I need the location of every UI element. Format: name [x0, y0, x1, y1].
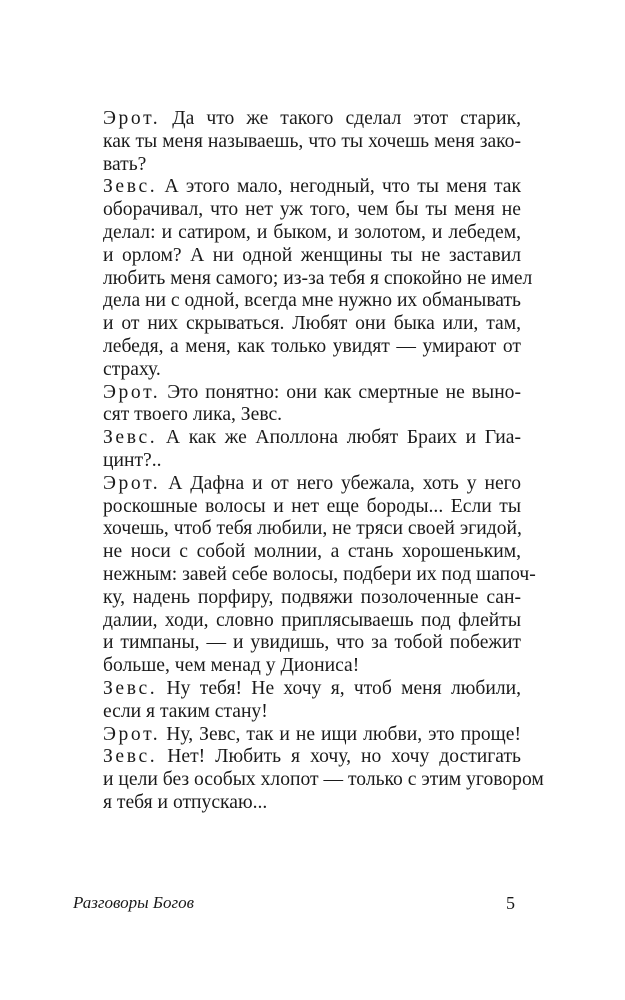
- dialogue-paragraph: [73, 176, 533, 381]
- text-line: и от них скрываться. Любят они быка или, там,: [103, 313, 521, 335]
- dialogue-paragraph: [73, 472, 536, 678]
- line-text: Ну тебя! Не хочу я, чтоб меня любили,: [157, 677, 521, 699]
- text-line: если я таким стану!: [103, 700, 268, 722]
- dialogue-paragraph: [73, 108, 521, 176]
- text-line: и цели без особых хлопот — только с этим уговором: [103, 769, 544, 791]
- dialogue-paragraph: [73, 746, 544, 814]
- text-line: [73, 176, 521, 199]
- speaker-name: Зевс.: [103, 677, 158, 699]
- line-text: А Дафна и от него убежала, хоть у него: [160, 472, 521, 494]
- text-line: и орлом? А ни одной женщины ты не заставил: [103, 244, 521, 266]
- dialogue-paragraph: [73, 678, 521, 724]
- line-text: Нет! Любить я хочу, но хочу достигать: [157, 746, 521, 768]
- text-line: хочешь, чтоб тебя любили, не тряси своей эгидой,: [103, 518, 522, 540]
- text-line: не носи с собой молнии, а стань хорошеньким,: [103, 541, 521, 563]
- speaker-name: Зевс.: [103, 176, 158, 198]
- speaker-name: Эрот.: [103, 381, 161, 403]
- text-line: цинт?..: [103, 449, 162, 471]
- text-line: [73, 473, 521, 496]
- text-line: [73, 108, 521, 131]
- text-line: любить меня самого; из-за тебя я спокойно не имел: [103, 267, 533, 289]
- line-text: А как же Аполлона любят Браих и Гиа-: [157, 427, 521, 449]
- speaker-name: Эрот.: [103, 108, 161, 129]
- dialogue-paragraph: [73, 382, 521, 428]
- line-text: А этого мало, негодный, что ты меня так: [157, 176, 521, 198]
- text-line: как ты меня называешь, что ты хочешь меня зако-: [103, 130, 521, 152]
- dialogue-paragraph: [73, 427, 521, 473]
- text-line: [73, 724, 521, 747]
- page-number: 5: [506, 893, 515, 913]
- speaker-name: Эрот.: [103, 723, 161, 745]
- speaker-name: Зевс.: [103, 746, 158, 768]
- text-line: вать?: [103, 153, 147, 175]
- text-line: [73, 382, 521, 405]
- text-line: [73, 746, 521, 769]
- text-line: нежным: завей себе волосы, подбери их под шапоч-: [103, 563, 536, 585]
- text-line: сят твоего лика, Зевс.: [103, 404, 283, 426]
- text-line: роскошные волосы и нет еще бороды... Если ты: [103, 495, 521, 517]
- line-text: Да что же такого сделал этот старик,: [160, 108, 521, 129]
- page-body-text: [73, 108, 544, 815]
- dialogue-paragraph: [73, 724, 521, 747]
- running-title: Разговоры Богов: [73, 893, 194, 912]
- page-footer: [73, 893, 521, 917]
- text-line: и тимпаны, — и увидишь, что за тобой побежит: [103, 632, 521, 654]
- text-line: больше, чем менад у Диониса!: [103, 655, 360, 677]
- text-line: дела ни с одной, всегда мне нужно их обманывать: [103, 290, 521, 312]
- speaker-name: Зевс.: [103, 427, 158, 449]
- text-line: далии, ходи, словно приплясываешь под флейты: [103, 609, 521, 631]
- text-line: страху.: [103, 358, 161, 380]
- line-text: Это понятно: они как смертные не выно-: [160, 381, 521, 403]
- text-line: оборачивал, что нет уж того, чем бы ты меня не: [103, 199, 521, 221]
- text-line: лебедя, а меня, как только увидят — умирают от: [103, 335, 521, 357]
- speaker-name: Эрот.: [103, 472, 161, 494]
- text-line: я тебя и отпускаю...: [103, 791, 268, 813]
- text-line: [73, 678, 521, 701]
- text-line: ку, надень порфиру, подвяжи позолоченные сан-: [103, 586, 521, 608]
- text-line: [73, 427, 521, 450]
- line-text: Ну, Зевс, так и не ищи любви, это проще!: [160, 723, 521, 745]
- text-line: делал: и сатиром, и быком, и золотом, и лебедем,: [103, 221, 521, 243]
